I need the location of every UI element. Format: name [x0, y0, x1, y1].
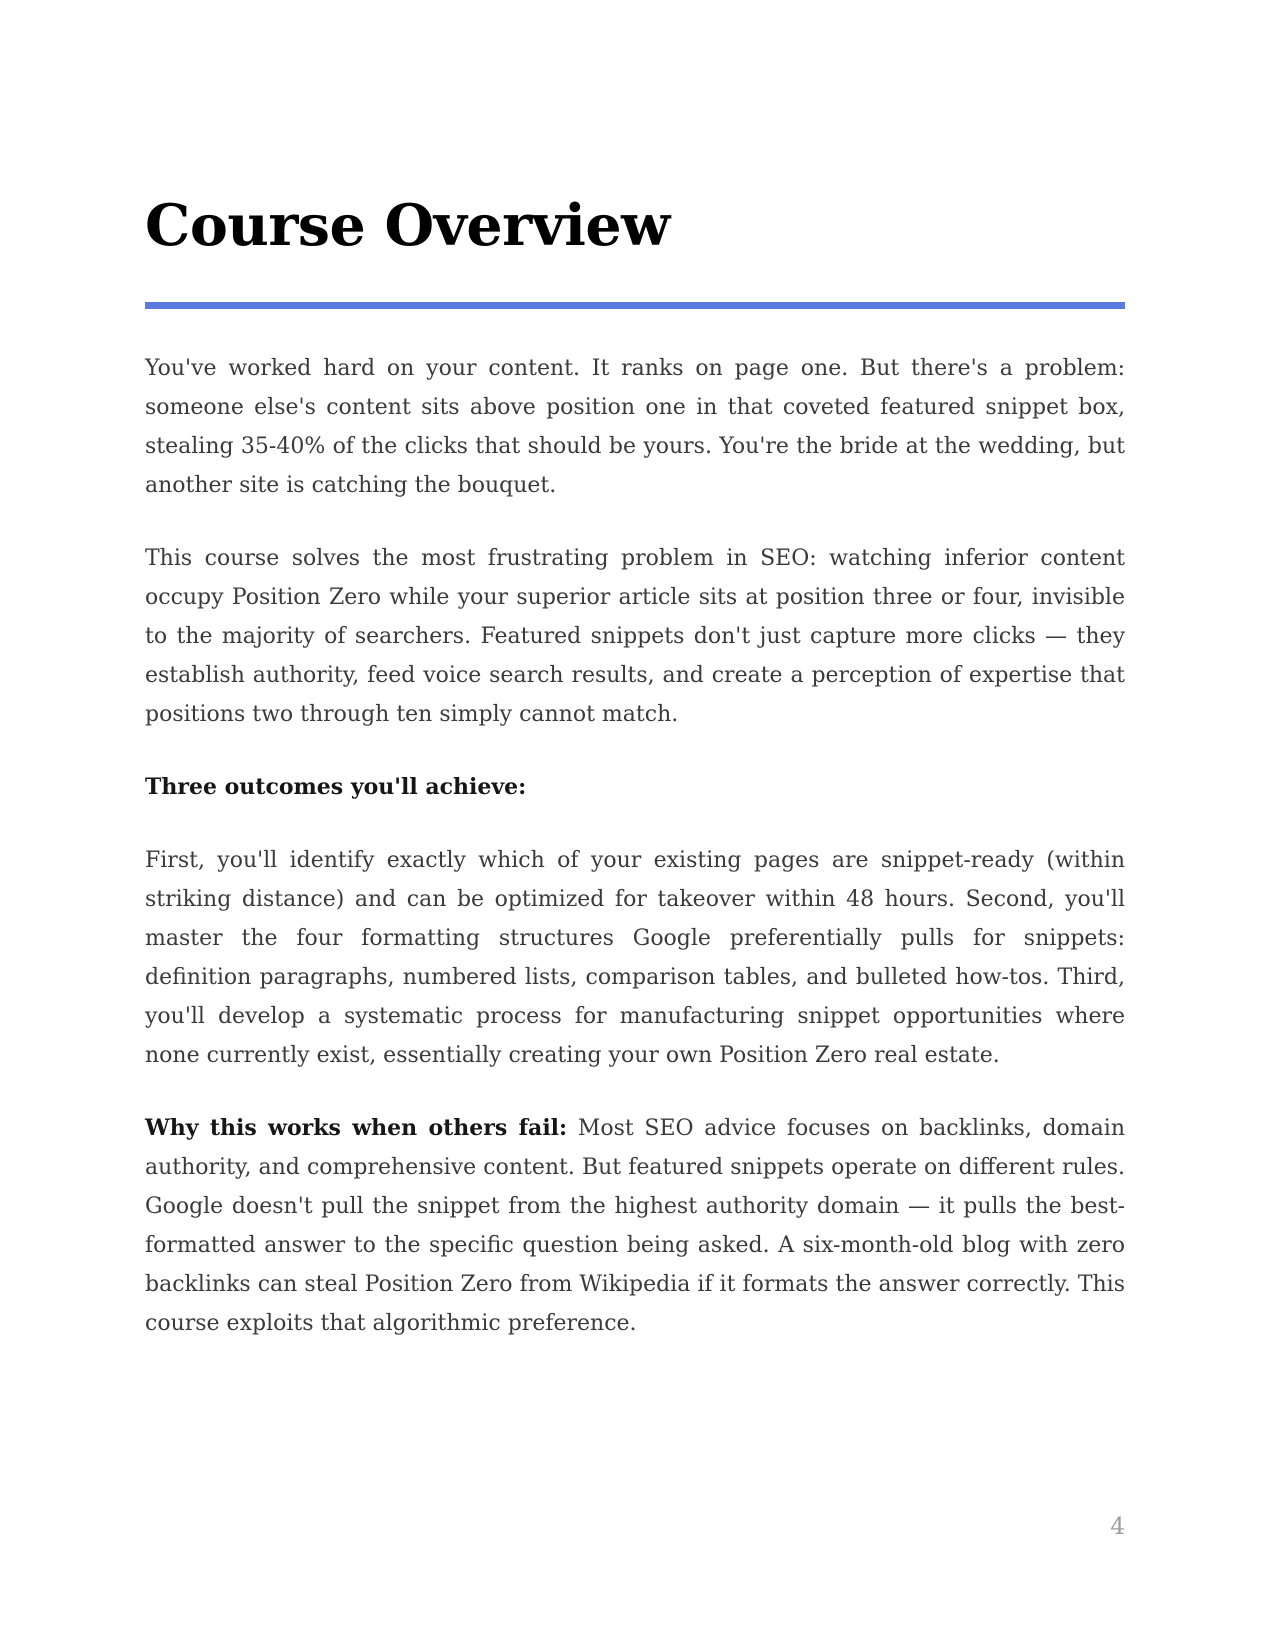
page-number: 4	[1110, 1514, 1125, 1540]
why-works-body: Most SEO advice focuses on backlinks, domain authority, and comprehensive content. But featured snippets operate on different rules. Google doesn't pull the snippet from the highest authority domain — it pulls the best-formatted answer to the specific question being asked. A six-month-old blog with zero backlinks can steal Position Zero from Wikipedia if it formats the answer correctly. This course exploits that algorithmic preference.	[145, 1116, 1125, 1336]
title-rule	[145, 302, 1125, 309]
paragraph-intro: You've worked hard on your content. It ranks on page one. But there's a problem: someone else's content sits above position one in that coveted featured snippet box, stealing 35-40% of the clicks that should be yours. You're the bride at the wedding, but another site is catching the bouquet.	[145, 356, 1125, 498]
outcomes-heading: Three outcomes you'll achieve:	[145, 774, 527, 800]
paragraph-course-solves: This course solves the most frustrating problem in SEO: watching inferior content occupy Position Zero while your superior article sits at position three or four, invisible to the majority of searchers. Featured snippets don't just capture more clicks — they establish authority, feed voice search results, and create a perception of expertise that positions two through ten simply cannot match.	[145, 546, 1125, 727]
document-content	[145, 0, 1125, 1343]
why-works-lead: Why this works when others fail:	[145, 1115, 568, 1141]
paragraph-why-this-works	[145, 1109, 1125, 1343]
paragraph-outcomes: First, you'll identify exactly which of your existing pages are snippet-ready (within striking distance) and can be optimized for takeover within 48 hours. Second, you'll master the four formatting structures Google preferentially pulls for snippets: definition paragraphs, numbered lists, comparison tables, and bulleted how-tos. Third, you'll develop a systematic process for manufacturing snippet opportunities where none currently exist, essentially creating your own Position Zero real estate.	[145, 848, 1125, 1068]
page-title	[145, 193, 1125, 259]
page-title-text: Course Overview	[145, 192, 670, 259]
